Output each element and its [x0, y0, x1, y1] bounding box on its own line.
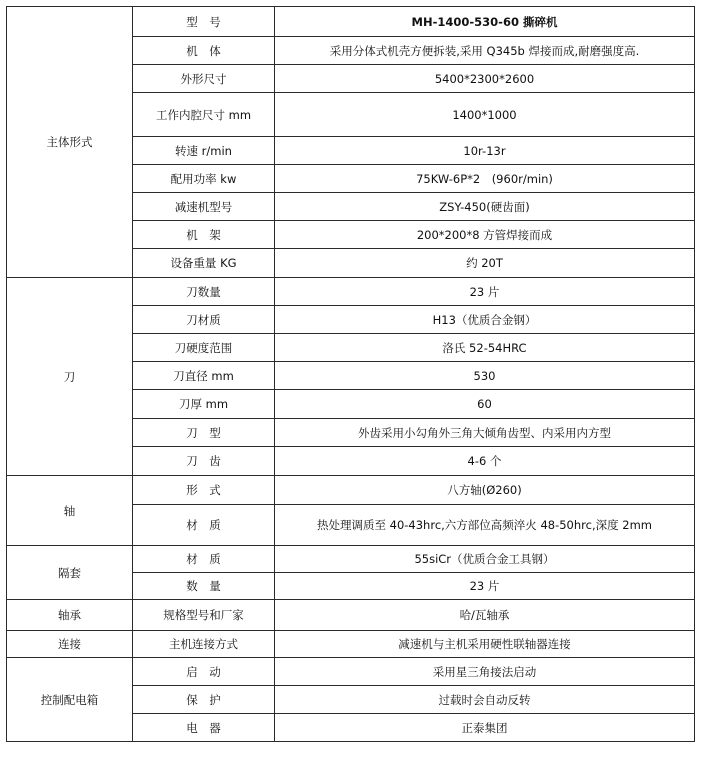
spec-label: 刀 齿 [133, 447, 275, 476]
spec-label: 配用功率 kw [133, 165, 275, 193]
spec-value: 采用星三角接法启动 [275, 658, 695, 686]
spec-label: 转速 r/min [133, 137, 275, 165]
spec-label: 形 式 [133, 476, 275, 505]
spec-label: 材 质 [133, 546, 275, 573]
spec-value: MH-1400-530-60 撕碎机 [275, 7, 695, 37]
spec-value: 过载时会自动反转 [275, 686, 695, 714]
spec-label: 刀硬度范围 [133, 334, 275, 362]
spec-table-body [7, 7, 695, 742]
category-cell: 隔套 [7, 546, 133, 600]
category-cell: 刀 [7, 278, 133, 476]
spec-label: 工作内腔尺寸 mm [133, 93, 275, 137]
spec-value: 八方轴(Ø260) [275, 476, 695, 505]
table-row [7, 476, 695, 505]
spec-value: ZSY-450(硬齿面) [275, 193, 695, 221]
spec-label: 刀材质 [133, 306, 275, 334]
spec-value: 10r-13r [275, 137, 695, 165]
spec-value: 200*200*8 方管焊接而成 [275, 221, 695, 249]
spec-label: 减速机型号 [133, 193, 275, 221]
spec-value: 哈/瓦轴承 [275, 600, 695, 631]
spec-value: 约 20T [275, 249, 695, 278]
category-cell: 主体形式 [7, 7, 133, 278]
spec-label: 数 量 [133, 573, 275, 600]
table-row [7, 7, 695, 37]
table-row [7, 278, 695, 306]
spec-label: 材 质 [133, 505, 275, 546]
spec-value: 60 [275, 390, 695, 419]
spec-label: 外形尺寸 [133, 65, 275, 93]
spec-label: 刀厚 mm [133, 390, 275, 419]
spec-value: 采用分体式机壳方便拆装,采用 Q345b 焊接而成,耐磨强度高. [275, 37, 695, 65]
spec-label: 机 体 [133, 37, 275, 65]
spec-label: 机 架 [133, 221, 275, 249]
spec-label: 规格型号和厂家 [133, 600, 275, 631]
spec-value: H13（优质合金钢） [275, 306, 695, 334]
spec-value: 热处理调质至 40-43hrc,六方部位高频淬火 48-50hrc,深度 2mm [275, 505, 695, 546]
spec-value: 正泰集团 [275, 714, 695, 742]
table-row [7, 631, 695, 658]
category-cell: 连接 [7, 631, 133, 658]
spec-value: 75KW-6P*2 (960r/min) [275, 165, 695, 193]
spec-value: 洛氏 52-54HRC [275, 334, 695, 362]
spec-value: 减速机与主机采用硬性联轴器连接 [275, 631, 695, 658]
spec-value: 23 片 [275, 573, 695, 600]
spec-label: 刀数量 [133, 278, 275, 306]
table-row [7, 546, 695, 573]
spec-label: 启 动 [133, 658, 275, 686]
spec-value: 1400*1000 [275, 93, 695, 137]
spec-label: 主机连接方式 [133, 631, 275, 658]
spec-value: 55siCr（优质合金工具钢） [275, 546, 695, 573]
table-row [7, 600, 695, 631]
spec-label: 刀直径 mm [133, 362, 275, 390]
spec-table [6, 6, 695, 742]
category-cell: 轴 [7, 476, 133, 546]
spec-label: 保 护 [133, 686, 275, 714]
category-cell: 轴承 [7, 600, 133, 631]
spec-label: 刀 型 [133, 419, 275, 447]
category-cell: 控制配电箱 [7, 658, 133, 742]
spec-label: 电 器 [133, 714, 275, 742]
table-row [7, 658, 695, 686]
spec-label: 设备重量 KG [133, 249, 275, 278]
spec-value: 530 [275, 362, 695, 390]
spec-value: 5400*2300*2600 [275, 65, 695, 93]
spec-value: 4-6 个 [275, 447, 695, 476]
spec-label: 型 号 [133, 7, 275, 37]
spec-value: 外齿采用小勾角外三角大倾角齿型、内采用内方型 [275, 419, 695, 447]
spec-value: 23 片 [275, 278, 695, 306]
